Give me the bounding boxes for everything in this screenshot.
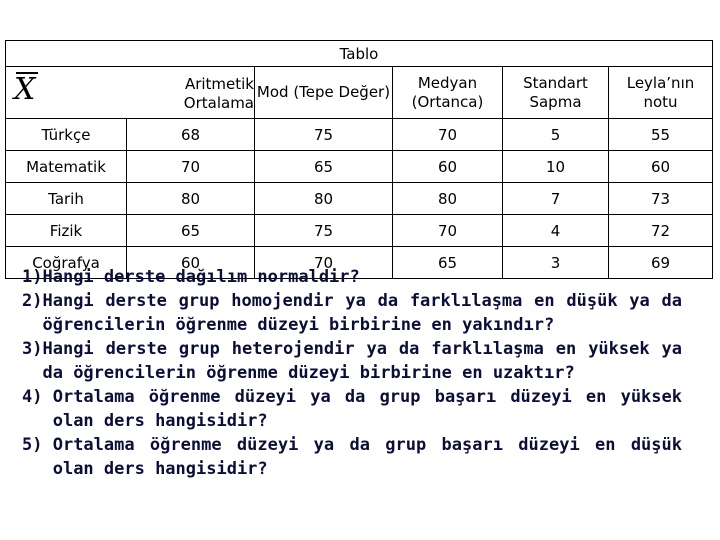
question-item: [22, 385, 682, 433]
cell-medyan: 70: [393, 119, 503, 151]
cell-mod: 75: [255, 119, 393, 151]
cell-medyan: 60: [393, 151, 503, 183]
question-item: [22, 265, 682, 289]
question-list: [22, 265, 682, 481]
cell-aritmetik: 80: [127, 183, 255, 215]
statistics-table: [5, 40, 713, 279]
cell-leyla: 69: [609, 247, 713, 279]
header-aritmetik-label: Aritmetik Ortalama: [183, 75, 254, 112]
cell-ders: Türkçe: [6, 119, 127, 151]
table-title-row: [6, 41, 713, 67]
cell-ders: Matematik: [6, 151, 127, 183]
cell-standart: 10: [503, 151, 609, 183]
cell-aritmetik: 68: [127, 119, 255, 151]
cell-aritmetik: 65: [127, 215, 255, 247]
question-item: [22, 289, 682, 337]
header-aritmetik-ortalama: [6, 67, 255, 119]
cell-leyla: 73: [609, 183, 713, 215]
cell-mod: 80: [255, 183, 393, 215]
cell-leyla: 72: [609, 215, 713, 247]
cell-standart: 5: [503, 119, 609, 151]
question-text: Hangi derste grup heterojendir ya da farklılaşma en yüksek ya da öğrencilerin öğrenme düzeyi birbirine en uzaktır?: [42, 339, 682, 383]
cell-leyla: 60: [609, 151, 713, 183]
cell-ders: Fizik: [6, 215, 127, 247]
question-item: [22, 337, 682, 385]
table-row: [6, 183, 713, 215]
question-text: Hangi derste dağılım normaldir?: [42, 267, 360, 287]
cell-medyan: 70: [393, 215, 503, 247]
header-standart-sapma: Standart Sapma: [503, 67, 609, 119]
table-row: [6, 151, 713, 183]
cell-medyan: 65: [393, 247, 503, 279]
header-mod: Mod (Tepe Değer): [255, 67, 393, 119]
cell-standart: 3: [503, 247, 609, 279]
cell-ders: Tarih: [6, 183, 127, 215]
table-row: [6, 119, 713, 151]
question-text: Hangi derste grup homojendir ya da farklılaşma en düşük ya da öğrencilerin öğrenme düzeyi birbirine en yakındır?: [42, 291, 682, 335]
question-text: Ortalama öğrenme düzeyi ya da grup başarı düzeyi en düşük olan ders hangisidir?: [52, 435, 682, 479]
question-number: 2): [22, 291, 43, 311]
cell-leyla: 55: [609, 119, 713, 151]
question-item: [22, 433, 682, 481]
cell-mod: 75: [255, 215, 393, 247]
question-number: 3): [22, 339, 43, 359]
cell-medyan: 80: [393, 183, 503, 215]
cell-standart: 4: [503, 215, 609, 247]
header-leyla-notu: Leyla’nın notu: [609, 67, 713, 119]
cell-mod: 65: [255, 151, 393, 183]
question-number: 4): [22, 387, 53, 407]
header-medyan: Medyan (Ortanca): [393, 67, 503, 119]
cell-aritmetik: 60: [127, 247, 255, 279]
question-text: Ortalama öğrenme düzeyi ya da grup başarı düzeyi en yüksek olan ders hangisidir?: [52, 387, 682, 431]
cell-standart: 7: [503, 183, 609, 215]
table-header-row: [6, 67, 713, 119]
cell-mod: 70: [255, 247, 393, 279]
question-number: 5): [22, 435, 53, 455]
x-bar-symbol: X: [14, 72, 36, 107]
question-number: 1): [22, 267, 43, 287]
table-row: [6, 215, 713, 247]
cell-aritmetik: 70: [127, 151, 255, 183]
cell-ders: Coğrafya: [6, 247, 127, 279]
table-title: Tablo: [6, 41, 713, 67]
